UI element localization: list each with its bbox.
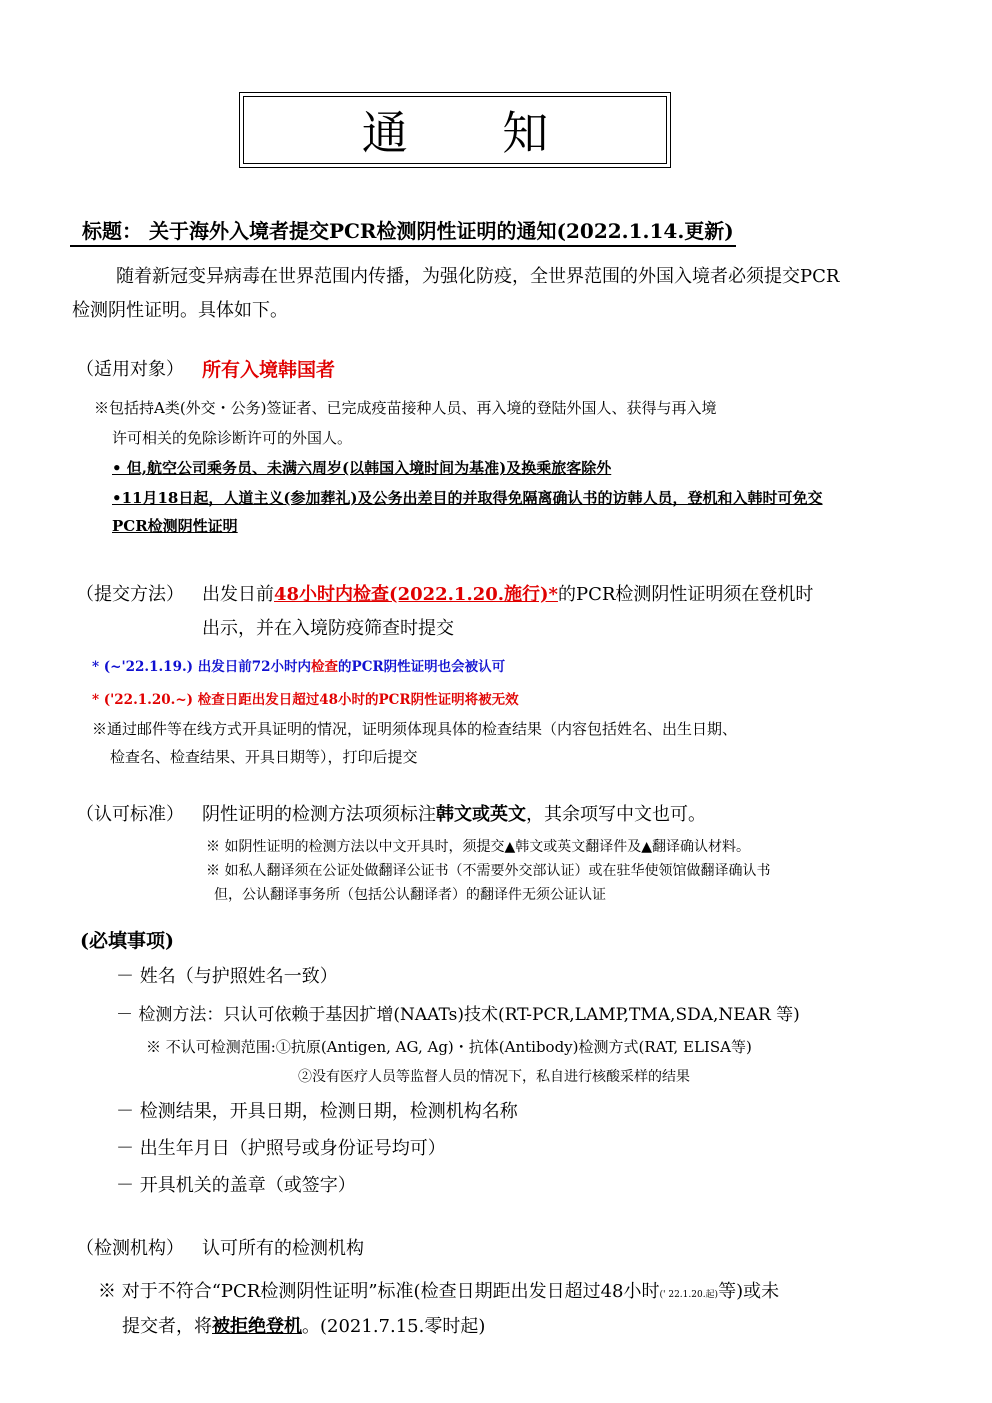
- submission-deadline: 48小时内检查(2022.1.20.施行)*: [274, 584, 558, 605]
- submission-label: （提交方法）: [76, 584, 184, 605]
- applicable-value: 所有入境韩国者: [202, 359, 336, 381]
- required-item-3: － 检测结果，开具日期，检测日期，检测机构名称: [116, 1101, 518, 1122]
- required-item-4: － 出生年月日（护照号或身份证号均可）: [116, 1138, 446, 1159]
- standard-note-2: ※ 如私人翻译须在公证处做翻译公证书（不需要外交部认证）或在驻华使领馆做翻译确认书: [206, 863, 771, 879]
- applicable-bullet-1: • 但,航空公司乘务员、未满六周岁(以韩国入境时间为基准)及换乘旅客除外: [112, 459, 612, 477]
- intro-line-2: 检测阴性证明。具体如下。: [72, 300, 288, 321]
- submission-post: 的PCR检测阴性证明须在登机时: [557, 584, 814, 605]
- standard-pre: 阴性证明的检测方法项须标注: [202, 804, 436, 825]
- required-heading: (必填事项): [80, 930, 174, 952]
- footer-line2-bold: 被拒绝登机: [212, 1316, 302, 1337]
- institution-value: 认可所有的检测机构: [202, 1238, 364, 1259]
- standard-line: [202, 800, 706, 826]
- submission-pre: 出发日前: [202, 584, 274, 605]
- applicable-bullet-2a: •11月18日起，人道主义(参加葬礼)及公务出差目的并取得免隔离确认书的访韩人员，登机和入韩时可免交: [112, 489, 823, 507]
- footer-pre: ※ 对于不符合“PCR检测阴性证明”标准(检查日期距出发日超过48小时: [98, 1281, 660, 1302]
- footer-line-2: [122, 1312, 485, 1338]
- standard-note-1: ※ 如阴性证明的检测方法以中文开具时，须提交▲韩文或英文翻译件及▲翻译确认材料。: [206, 839, 750, 855]
- submission-line-2: 出示，并在入境防疫筛查时提交: [202, 618, 454, 639]
- standard-note-3: 但，公认翻译事务所（包括公认翻译者）的翻译件无须公证认证: [214, 887, 606, 903]
- footer-post: 等)或未: [718, 1281, 780, 1302]
- applicable-note-1b: 许可相关的免除诊断许可的外国人。: [112, 429, 353, 447]
- submission-blue-note: [92, 655, 505, 675]
- footer-line2-pre: 提交者，将: [122, 1316, 212, 1337]
- submission-note-a: ※通过邮件等在线方式开具证明的情况，证明须体现具体的检查结果（内容包括姓名、出生日期、: [92, 720, 738, 738]
- applicable-label: （适用对象）: [76, 359, 184, 380]
- title-frame: [243, 96, 667, 164]
- blue-note-a: * (~'22.1.19.) 出发日前72小时内: [92, 659, 312, 675]
- institution-label: （检测机构）: [76, 1238, 184, 1259]
- required-sub-2: ②没有医疗人员等监督人员的情况下，私自进行核酸采样的结果: [298, 1069, 690, 1085]
- standard-label: （认可标准）: [76, 804, 184, 825]
- required-sub-1: ※ 不认可检测范围:①抗原(Antigen, AG, Ag)・抗体(Antibody)检测方式(RAT, ELISA等): [146, 1038, 752, 1056]
- submission-line-1: [202, 580, 813, 606]
- blue-note-b: 的PCR阴性证明也会被认可: [338, 659, 506, 675]
- submission-note-b: 检查名、检查结果、开具日期等），打印后提交: [110, 748, 418, 766]
- standard-post: ，其余项写中文也可。: [526, 804, 706, 825]
- required-item-1: － 姓名（与护照姓名一致）: [116, 966, 338, 987]
- applicable-note-1a: ※包括持A类(外交・公务)签证者、已完成疫苗接种人员、再入境的登陆外国人、获得与再入境: [94, 399, 717, 417]
- intro-line-1: 随着新冠变异病毒在世界范围内传播，为强化防疫，全世界范围的外国入境者必须提交PCR: [116, 266, 840, 287]
- footer-line2-post: 。(2021.7.15.零时起): [302, 1316, 486, 1337]
- required-item-5: － 开具机关的盖章（或签字）: [116, 1175, 356, 1196]
- blue-note-red: 检查: [311, 659, 339, 675]
- title-box: [239, 92, 671, 168]
- applicable-bullet-2b: PCR检测阴性证明: [112, 517, 238, 535]
- footer-line-1: [98, 1277, 779, 1303]
- submission-red-note: * ('22.1.20.~) 检查日距出发日超过48小时的PCR阴性证明将被无效: [92, 692, 519, 708]
- document-heading: 标题： 关于海外入境者提交PCR检测阴性证明的通知(2022.1.14.更新): [70, 215, 736, 247]
- page-title: 通 知: [361, 106, 589, 160]
- required-item-2: － 检测方法：只认可依赖于基因扩增(NAATs)技术(RT-PCR,LAMP,TMA,SDA,NEAR 等): [116, 1005, 800, 1025]
- standard-bold: 韩文或英文: [436, 804, 526, 825]
- footer-small: (' 22.1.20.起): [659, 1290, 719, 1300]
